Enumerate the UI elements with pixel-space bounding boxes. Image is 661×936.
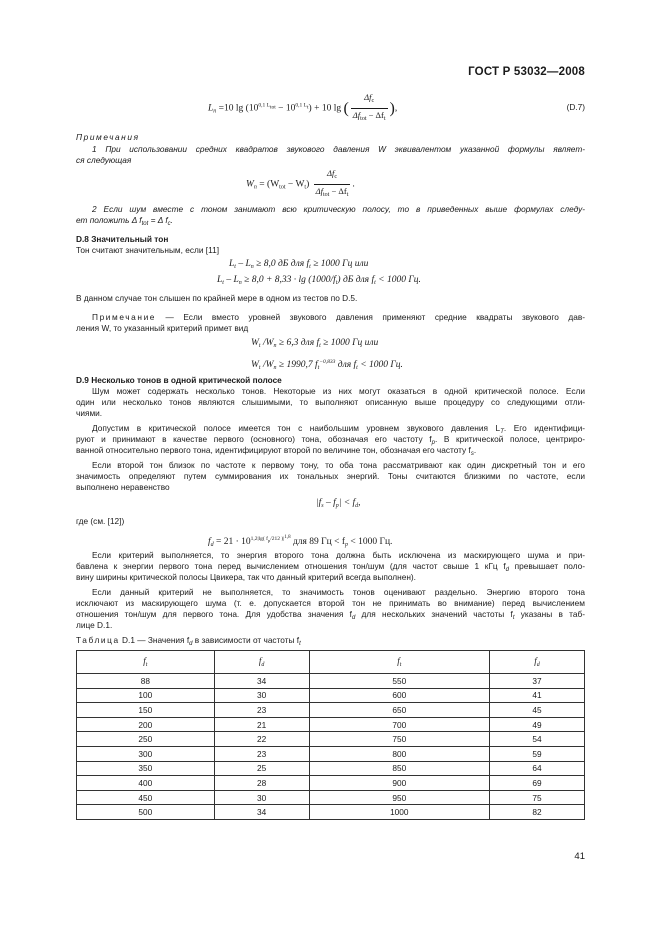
note2-line2 xyxy=(76,215,173,230)
equation-number-d7: (D.7) xyxy=(566,102,585,112)
table-cell: 700 xyxy=(309,717,490,732)
table-caption-sub: d xyxy=(189,641,193,647)
d9-p1-line3: чиями. xyxy=(76,408,103,418)
table-cell: 88 xyxy=(77,674,215,689)
table-cell: 100 xyxy=(77,688,215,703)
eq-d7-rhs-b: ) + 10 lg xyxy=(308,103,342,114)
d8-cond1-c: ≥ 8,0 дБ для f xyxy=(253,259,310,269)
d9-fd-s2: p xyxy=(344,542,348,548)
d9-ineq-c: | < f xyxy=(338,498,356,508)
d9-ineq-b: – f xyxy=(323,498,336,508)
d9-p2-l1-a: Допустим в критической полосе имеется тон с наибольшим уровнем звукового давления L xyxy=(92,423,501,433)
eq-wn-tail: . xyxy=(352,179,355,190)
d8-w2-s4: t xyxy=(356,365,358,371)
eq-wn-rhs-sub1: tot xyxy=(279,184,286,191)
d8-cond1-d: ≥ 1000 Гц или xyxy=(310,259,369,269)
table-cell: 500 xyxy=(77,805,215,820)
table-row xyxy=(77,688,585,703)
d8-w2-sup: −0,833 xyxy=(319,359,336,365)
eq-wn-rhs: = (W xyxy=(256,179,280,190)
table-row xyxy=(77,746,585,761)
notes-heading: Примечания xyxy=(76,132,140,142)
d9-fd-d: < 1000 Гц. xyxy=(347,537,393,547)
d8-w2-s2: n xyxy=(273,365,277,371)
eq-d7-close-paren: ) xyxy=(389,100,395,117)
eq-wn-lhs: W xyxy=(246,179,254,190)
d8-cond2-s3: t xyxy=(335,280,338,286)
eq-d7-minus: − 10 xyxy=(275,103,296,114)
table-cell: 550 xyxy=(309,674,490,689)
d8-w-condition-1 xyxy=(251,338,378,352)
d9-p5-line4: лице D.1. xyxy=(76,620,113,630)
table-cell: 1000 xyxy=(309,805,490,820)
d9-where: где (см. [12]) xyxy=(76,516,125,526)
table-cell: 49 xyxy=(490,717,585,732)
table-cell: 750 xyxy=(309,732,490,747)
d8-note-line2: ления W, то указанный критерий примет вид xyxy=(76,323,249,333)
table-cell: 34 xyxy=(214,805,309,820)
d8-w1-a: W xyxy=(251,338,259,348)
data-table-d1 xyxy=(76,650,585,820)
d9-p3-line2: значимость определяют путем суммирования их тональных энергий. Тоны считаются близкими по частоте, если xyxy=(76,471,585,481)
d9-fd-sup-sub: p xyxy=(267,538,271,543)
table-cell: 45 xyxy=(490,703,585,718)
d8-condition-2 xyxy=(217,275,421,289)
d9-fd-b: = 21 · 10 xyxy=(213,537,251,547)
table-row xyxy=(77,790,585,805)
d9-p2-l3-a: ванной относительно первого тона, идентифицируют второй по величине тон, обозначая его частоту f xyxy=(76,445,471,455)
d8-note-label: Примечание xyxy=(92,312,157,322)
d9-p5-line2: исключают из маскирующего шума (т. е. допускается второй тон не принимать во внимание) перед вычислением xyxy=(76,598,585,608)
table-header-row xyxy=(77,651,585,674)
d9-p2-l3-b: . xyxy=(473,445,477,455)
header-ft-2-main: f xyxy=(397,656,400,666)
header-ft-1 xyxy=(77,651,215,674)
eq-wn-rhs-sub2: t xyxy=(304,184,307,191)
eq-wn-frac-num: Δf xyxy=(326,168,335,178)
header-fd-1-main: f xyxy=(258,656,262,666)
table-cell: 150 xyxy=(77,703,215,718)
d8-cond1-b: – L xyxy=(235,259,251,269)
table-cell: 200 xyxy=(77,717,215,732)
d8-cond2-s2: n xyxy=(238,280,242,286)
table-cell: 900 xyxy=(309,776,490,791)
note1-line2: ся следующая xyxy=(76,155,132,165)
eq-wn-frac-den-a: Δf xyxy=(315,186,323,196)
eq-d7-frac-den-b: − Δf xyxy=(366,110,384,120)
eq-d7-tail: , xyxy=(394,103,398,114)
table-cell: 450 xyxy=(77,790,215,805)
d9-fd-sup-b: /212 )| xyxy=(270,536,285,542)
table-row xyxy=(77,805,585,820)
d9-fd-s1: d xyxy=(210,542,214,548)
d9-p1-line1: Шум может содержать несколько тонов. Некоторые из них могут оказаться в одной критической полосе. Если xyxy=(92,386,585,396)
eq-wn-lhs-sub: n xyxy=(253,184,257,191)
d8-cond2-s1: t xyxy=(222,280,224,286)
d8-note-line1 xyxy=(76,312,585,323)
d9-fd-a: f xyxy=(208,537,211,547)
d8-w2-a: W xyxy=(251,360,259,370)
eq-wn-frac-num-sub: c xyxy=(334,174,338,180)
header-fd-1-sub: d xyxy=(261,662,265,668)
d8-cond2-a: L xyxy=(217,275,223,285)
table-cell: 59 xyxy=(490,746,585,761)
header-ft-2 xyxy=(309,651,490,674)
d9-ineq-s3: d xyxy=(355,503,359,509)
d8-cond2-s4: t xyxy=(374,280,376,286)
table-cell: 300 xyxy=(77,746,215,761)
d9-ineq-s1: s xyxy=(321,503,324,509)
d9-p3-line3: выполнено неравенство xyxy=(76,482,170,492)
d8-w2-s1: t xyxy=(258,365,261,371)
note2-line2-sub: tot xyxy=(141,221,149,227)
table-cell: 69 xyxy=(490,776,585,791)
d8-note-text: — Если вместо уровней звукового давления применяют средние квадраты звукового дав- xyxy=(156,312,585,322)
d9-p4-l2-b: превышает поло- xyxy=(508,561,586,571)
d9-p5-l3-b: для нескольких значений частоты f xyxy=(355,609,513,619)
table-caption-sub2: t xyxy=(299,641,301,647)
eq-wn-fraction xyxy=(314,168,351,201)
d8-intro: Тон считают значительным, если [11] xyxy=(76,245,220,255)
d8-w2-s3: t xyxy=(317,365,320,371)
d9-ineq-s2: p xyxy=(335,503,339,509)
d9-fd-sup: 1,2|lg( f xyxy=(250,536,268,542)
table-cell: 400 xyxy=(77,776,215,791)
d8-w-condition-2 xyxy=(251,357,403,374)
table-caption-label: Таблица xyxy=(76,635,120,645)
d9-p2-l2-a: руют и принимают в качестве первого (основного) тона, обозначая его частоту f xyxy=(76,434,432,444)
table-cell: 28 xyxy=(214,776,309,791)
header-ft-2-sub: t xyxy=(399,662,402,668)
table-cell: 25 xyxy=(214,761,309,776)
d9-p5-l3-sub: d xyxy=(351,615,356,621)
d8-w1-d: ≥ 1000 Гц или xyxy=(320,338,379,348)
d8-cond2-e: < 1000 Гц. xyxy=(375,275,421,285)
eq-d7-frac-den-a: Δf xyxy=(352,110,361,120)
d8-cond1-s2: n xyxy=(250,264,254,270)
eq-wn-frac-den-b-sub: t xyxy=(346,192,349,198)
d9-p2-l3-sub: s xyxy=(470,451,474,457)
d9-fd-c: для 89 Гц < f xyxy=(290,537,345,547)
d8-cond1-a: L xyxy=(229,259,235,269)
table-caption xyxy=(76,635,301,650)
header-fd-2-main: f xyxy=(534,656,537,666)
table-cell: 850 xyxy=(309,761,490,776)
d8-cond1-s1: t xyxy=(234,264,236,270)
note2-line2-sub2: c xyxy=(167,221,171,227)
d9-ineq-a: |f xyxy=(316,498,322,508)
header-fd-2 xyxy=(490,651,585,674)
eq-wn-frac-den-b: − Δf xyxy=(329,186,347,196)
table-cell: 64 xyxy=(490,761,585,776)
page-number: 41 xyxy=(574,851,585,862)
d8-cond2-c: ≥ 8,0 + 8,33 · lg (1000/f xyxy=(241,275,336,285)
eq-d7-exp2: 0,1 L xyxy=(295,102,308,109)
table-cell: 30 xyxy=(214,688,309,703)
table-cell: 350 xyxy=(77,761,215,776)
table-caption-a: D.1 — Значения f xyxy=(119,635,190,645)
header-fd-2-sub: d xyxy=(536,662,540,668)
eq-d7-lhs: L xyxy=(208,103,214,114)
table-cell: 82 xyxy=(490,805,585,820)
table-row xyxy=(77,717,585,732)
header-ft-1-sub: t xyxy=(145,662,148,668)
eq-wn-rhs3: ) xyxy=(306,179,310,190)
eq-d7-lhs-sub: n xyxy=(213,108,217,115)
equation-wn xyxy=(246,168,355,201)
d9-p4-line3: вину ширины критической полосы Цвикера, так что данный критерий всегда выполнен). xyxy=(76,572,416,582)
table-row xyxy=(77,776,585,791)
table-cell: 650 xyxy=(309,703,490,718)
d8-cond2-b: – L xyxy=(223,275,239,285)
d9-p5-l3-c: указаны в таб- xyxy=(514,609,585,619)
d9-fd-formula xyxy=(208,532,392,551)
d8-w1-c: ≥ 6,3 для f xyxy=(276,338,320,348)
header-ft-1-main: f xyxy=(143,656,146,666)
d8-condition-1 xyxy=(229,259,368,273)
table-row xyxy=(77,761,585,776)
eq-d7-frac-num-sub: c xyxy=(371,98,375,104)
d9-ineq-d: , xyxy=(358,498,361,508)
d9-inequality xyxy=(316,498,361,512)
d8-w1-s3: t xyxy=(319,343,321,349)
note2-line2-b: = Δ f xyxy=(148,215,168,225)
table-cell: 800 xyxy=(309,746,490,761)
table-cell: 23 xyxy=(214,746,309,761)
eq-d7-fraction xyxy=(351,92,388,125)
eq-d7-open-paren: ( xyxy=(343,100,349,117)
table-cell: 54 xyxy=(490,732,585,747)
table-row xyxy=(77,703,585,718)
note2-line2-a: ет положить Δ f xyxy=(76,215,142,225)
standard-header: ГОСТ Р 53032—2008 xyxy=(468,66,585,78)
eq-d7-rhs-a: =10 lg (10 xyxy=(216,103,259,114)
d8-w2-c: ≥ 1990,7 f xyxy=(276,360,318,370)
eq-d7-frac-num: Δf xyxy=(364,92,372,102)
d9-p4-l2-a: бавлена к энергии первого тона перед вычислением отношения тон/шум (для частот свыше 1 кГц f xyxy=(76,561,506,571)
header-fd-1 xyxy=(214,651,309,674)
eq-d7-frac-den-b-sub: t xyxy=(383,116,386,122)
d9-p5-l3-a: отношения тон/шум для первого тона. Для удобства значения f xyxy=(76,609,352,619)
d9-p1-line2: один или несколько тонов являются слышимыми, то выполняют описанную выше процедуру со следующими отли- xyxy=(76,397,585,407)
table-cell: 600 xyxy=(309,688,490,703)
d9-p2-line3 xyxy=(76,445,476,460)
table-cell: 23 xyxy=(214,703,309,718)
table-row xyxy=(77,674,585,689)
table-cell: 37 xyxy=(490,674,585,689)
table-cell: 34 xyxy=(214,674,309,689)
d8-w1-b: /W xyxy=(260,338,274,348)
section-d9-heading: D.9 Несколько тонов в одной критической полосе xyxy=(76,375,282,385)
d8-w2-d: для f xyxy=(335,360,357,370)
table-cell: 75 xyxy=(490,790,585,805)
table-cell: 250 xyxy=(77,732,215,747)
d9-p5-l3-sub2: t xyxy=(512,615,515,621)
table-cell: 41 xyxy=(490,688,585,703)
d8-w2-b: /W xyxy=(260,360,274,370)
table-cell: 22 xyxy=(214,732,309,747)
section-d8-heading: D.8 Значительный тон xyxy=(76,234,169,244)
eq-d7-exp2-sub: t xyxy=(307,104,309,111)
d9-p2-l1-sub: T xyxy=(500,429,504,435)
d9-p4-line1: Если критерий выполняется, то энергия второго тона должна быть исключена из маскирующего шума и при- xyxy=(92,550,585,560)
d9-p3-line1: Если второй тон близок по частоте к первому тону, то оба тона рассматривают как один дискретный тон и его xyxy=(92,460,585,470)
d8-w2-e: < 1000 Гц. xyxy=(357,360,403,370)
d8-after: В данном случае тон слышен по крайней мере в одном из тестов по D.5. xyxy=(76,293,358,303)
d9-p2-l2-b: . В критической полосе, центриро- xyxy=(434,434,586,444)
d9-p5-line1: Если данный критерий не выполняется, то значимость тонов оценивают раздельно. Энергию второго тона xyxy=(92,587,585,597)
d8-cond2-d: ) дБ для f xyxy=(337,275,375,285)
d9-fd-sup-exp: 1,8 xyxy=(284,535,291,540)
eq-d7-frac-den-a-sub: tot xyxy=(360,116,367,122)
note1-line1: 1 При использовании средних квадратов звукового давления W эквивалентом указанной формулы являет- xyxy=(92,144,585,154)
eq-d7-exp1-sub: tot xyxy=(269,104,276,111)
eq-wn-frac-den-a-sub: tot xyxy=(323,192,330,198)
eq-d7-exp1: 0,1 L xyxy=(258,102,270,109)
d9-p2-l2-sub: p xyxy=(431,440,435,446)
equation-d7 xyxy=(208,92,397,125)
note2-line2-c: . xyxy=(170,215,173,225)
d8-w1-s1: t xyxy=(258,343,261,349)
eq-wn-rhs2: − W xyxy=(285,179,305,190)
d9-p5-line3 xyxy=(76,609,585,624)
table-cell: 950 xyxy=(309,790,490,805)
table-caption-b: в зависимости от частоты f xyxy=(192,635,300,645)
d9-p2-l1-b: . Его идентифици- xyxy=(503,423,585,433)
note2-line1: 2 Если шум вместе с тоном занимают всю критическую полосу, то в приведенных выше формулах следу- xyxy=(92,204,585,214)
table-cell: 21 xyxy=(214,717,309,732)
table-cell: 30 xyxy=(214,790,309,805)
d8-w1-s2: n xyxy=(273,343,277,349)
d9-p4-l2-sub: d xyxy=(505,567,509,573)
table-row xyxy=(77,732,585,747)
d8-cond1-s3: t xyxy=(309,264,311,270)
